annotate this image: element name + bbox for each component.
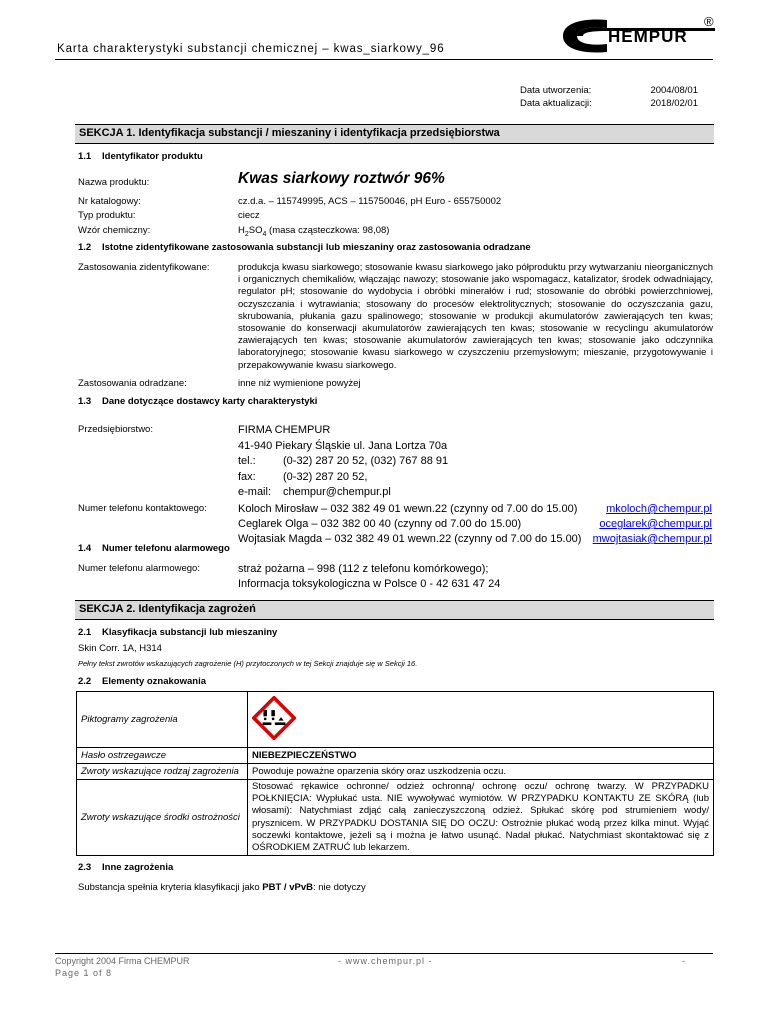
company-label: Przedsiębiorstwo: <box>78 424 153 435</box>
other-hazards: Substancja spełnia kryteria klasyfikacji jako PBT / vPvB: nie dotyczy <box>78 882 366 893</box>
company-name: FIRMA CHEMPUR <box>238 424 331 436</box>
contact-email-link[interactable]: mwojtasiak@chempur.pl <box>592 533 712 545</box>
advised-value: inne niż wymienione powyżej <box>238 378 361 389</box>
subsection-1-1: 1.1 Identyfikator produktu <box>78 151 203 162</box>
uses-value: produkcja kwasu siarkowego; stosowanie kwasu siarkowego jako półproduktu przy wytwarzaniu nieorganicznych i organicznych chemikaliów, włączając nawozy; stosowanie jako wspomagacz, katalizator, środek odwadniający, regulator pH; stosowanie do wydobycia i obróbki minerałów i rud; stosowanie do obróbki powierzchniowej, oczyszczania i wytrawiania; stosowany do procesów elektrolitycznych; stosowanie do oczyszczania gazu, skrubowania, płukania gazu spalinowego; stosowanie w produkcji akumulatorów zawierających ten kwas; stosowanie do konserwacji akumulatorów zawierających ten kwas; stosowanie w recyclingu akumulatorów zawierających ten kwas; stosowanie akumulatorów zawierających ten kwas; stosowanie jako odczynnika laboratoryjnego; stosowanie kwasu siarkowego w czyszczeniu przemysłowym; mieszanie, przygotowywanie i przepakowywanie kwasu siarkowego. <box>238 262 713 371</box>
type-value: ciecz <box>238 210 260 221</box>
section-1-title: SEKCJA 1. Identyfikacja substancji / mieszaniny i identyfikacja przedsiębiorstwa <box>79 127 500 139</box>
precaution-value: Stosować rękawice ochronne/ odzież ochronną/ ochronę oczu/ ochronę twarzy. W PRZYPADKU POŁKNIĘCIA: Wypłukać usta. NIE wywoływać wymiotów. W PRZYPADKU KONTAKTU ZE SKÓRĄ (lub włosami): Natychmiast zdjąć całą zanieczyszczoną odzież. Spłukać skórę pod strumieniem wody/ prysznicem. W PRZYPADKU DOSTANIA SIĘ DO OCZU: Ostrożnie płukać wodą przez kilka minut. Wyjąć soczewki kontaktowe, jeżeli są i można je łatwo usunąć. Nadal płukać. Natychmiast skontaktować się z OŚRODKIEM ZATRUĆ lub lekarzem. <box>248 780 714 856</box>
contact-email-link[interactable]: oceglarek@chempur.pl <box>599 518 712 530</box>
footer-divider <box>55 953 713 954</box>
contact-label: Numer telefonu kontaktowego: <box>78 503 207 514</box>
uses-label: Zastosowania zidentyfikowane: <box>78 262 210 273</box>
formula-label: Wzór chemiczny: <box>78 225 151 236</box>
section-1-header <box>75 124 714 144</box>
formula-value: $H_2SO_4$ (masa cząsteczkowa: 98,08) <box>238 225 390 238</box>
contact-email-link[interactable]: mkoloch@chempur.pl <box>606 503 712 515</box>
footer-copyright: Copyright 2004 Firma CHEMPUR <box>55 956 190 966</box>
email-label: e-mail: <box>238 486 272 498</box>
type-label: Typ produktu: <box>78 210 136 221</box>
precaution-label: Zwroty wskazujące środki ostrożności <box>77 780 248 856</box>
created-label: Data utworzenia: <box>520 85 592 96</box>
corrosion-ghs05-icon <box>252 696 296 740</box>
advised-label: Zastosowania odradzane: <box>78 378 187 389</box>
subsection-1-4: 1.4 Numer telefonu alarmowego <box>78 543 230 554</box>
product-name: Kwas siarkowy roztwór 96% <box>238 170 445 187</box>
product-name-label: Nazwa produktu: <box>78 177 150 188</box>
catalog-value: cz.d.a. – 115749995, ACS – 115750046, pH Euro - 655750002 <box>238 196 502 207</box>
tel-value: (0-32) 287 20 52, (032) 767 88 91 <box>283 455 449 467</box>
logo-text: HEMPUR <box>608 27 688 46</box>
subsection-1-3: 1.3 Dane dotyczące dostawcy karty charakterystyki <box>78 396 318 407</box>
table-row <box>77 748 714 764</box>
contact-row: Ceglarek Olga – 032 382 00 40 (czynny od 7.00 do 15.00) oceglarek@chempur.pl <box>238 518 712 530</box>
subsection-2-3: 2.3 Inne zagrożenia <box>78 862 174 873</box>
table-row <box>77 692 714 748</box>
classification-value: Skin Corr. 1A, H314 <box>78 643 162 654</box>
header-divider <box>55 59 713 60</box>
table-row <box>77 764 714 780</box>
table-row <box>77 780 714 856</box>
emergency-label: Numer telefonu alarmowego: <box>78 563 200 574</box>
subsection-1-2: 1.2 Istotne zidentyfikowane zastosowania substancji lub mieszaniny oraz zastosowania odradzane <box>78 242 531 253</box>
footer-page: Page 1 of 8 <box>55 968 113 978</box>
catalog-label: Nr katalogowy: <box>78 196 141 207</box>
email-value: chempur@chempur.pl <box>283 486 391 498</box>
emergency-line-1: straż pożarna – 998 (112 z telefonu komórkowego); <box>238 563 489 575</box>
pictograms-label: Piktogramy zagrożenia <box>77 692 248 748</box>
updated-label: Data aktualizacji: <box>520 98 592 109</box>
labelling-table <box>76 691 714 856</box>
emergency-line-2: Informacja toksykologiczna w Polsce 0 - 42 631 47 24 <box>238 578 501 590</box>
signal-value: NIEBEZPIECZEŃSTWO <box>248 748 714 764</box>
contacts-list <box>238 502 712 547</box>
classification-note: Pełny tekst zwrotów wskazujących zagrożenie (H) przytoczonych w tej Sekcji znajduje się w Sekcji 16. <box>78 659 418 668</box>
created-value: 2004/08/01 <box>650 85 698 96</box>
subsection-2-1: 2.1 Klasyfikacja substancji lub mieszaniny <box>78 627 278 638</box>
pictogram-cell <box>248 692 714 748</box>
subsection-2-2: 2.2 Elementy oznakowania <box>78 676 207 687</box>
contact-row: Koloch Mirosław – 032 382 49 01 wewn.22 (czynny od 7.00 do 15.00) mkoloch@chempur.pl <box>238 503 712 515</box>
registered-mark: ® <box>704 14 714 29</box>
section-2-title: SEKCJA 2. Identyfikacja zagrożeń <box>79 603 256 615</box>
company-address: 41-940 Piekary Śląskie ul. Jana Lortza 70a <box>238 439 448 452</box>
hazard-label: Zwroty wskazujące rodzaj zagrożenia <box>77 764 248 780</box>
supplier-block <box>238 423 448 501</box>
hazard-value: Powoduje poważne oparzenia skóry oraz uszkodzenia oczu. <box>248 764 714 780</box>
footer-website: - www.chempur.pl - <box>338 956 433 966</box>
emergency-block <box>238 562 500 592</box>
signal-label: Hasło ostrzegawcze <box>77 748 248 764</box>
fax-value: (0-32) 287 20 52, <box>283 470 368 483</box>
fax-label: fax: <box>238 470 256 483</box>
document-dates <box>520 84 698 110</box>
footer-dash: - <box>682 956 685 966</box>
tel-label: tel.: <box>238 455 256 467</box>
section-2-header <box>75 600 714 620</box>
contact-row: Wojtasiak Magda – 032 382 49 01 wewn.22 (czynny od 7.00 do 15.00) mwojtasiak@chempur.pl <box>238 533 712 545</box>
updated-value: 2018/02/01 <box>650 98 698 109</box>
document-title: Karta charakterystyki substancji chemicznej – kwas_siarkowy_96 <box>57 43 445 55</box>
